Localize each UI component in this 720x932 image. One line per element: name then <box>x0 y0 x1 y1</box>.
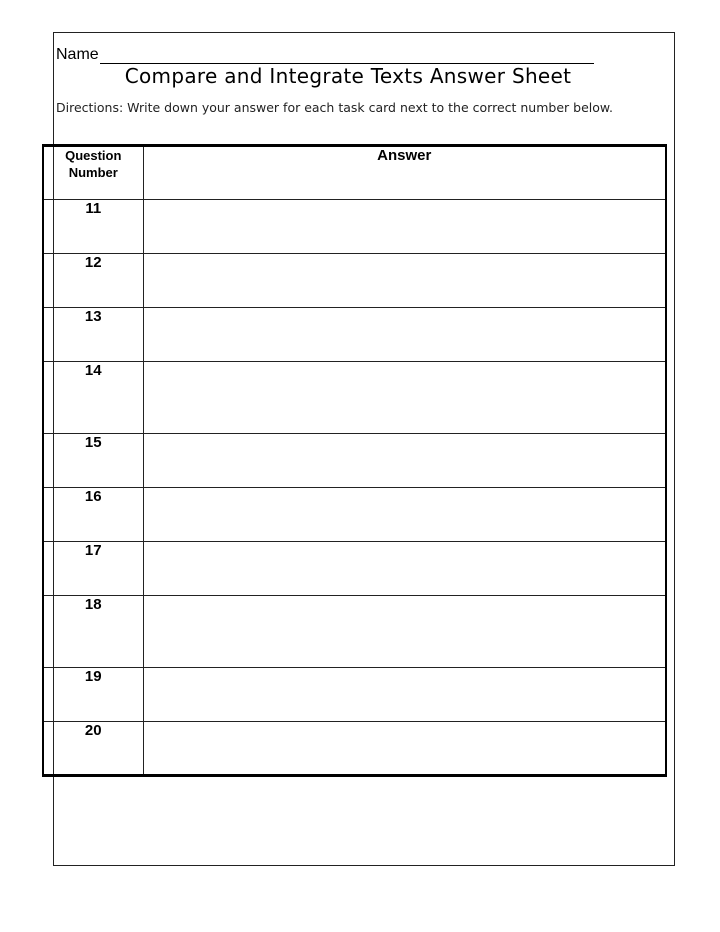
answer-table <box>42 144 667 777</box>
table-row <box>43 668 666 722</box>
question-number-header <box>43 146 143 200</box>
question-number: 13 <box>43 308 143 362</box>
question-number: 18 <box>43 596 143 668</box>
table-row <box>43 596 666 668</box>
table-row <box>43 722 666 776</box>
question-number-header-line1: Question <box>65 148 122 163</box>
table-header-row <box>43 146 666 200</box>
name-underline[interactable] <box>100 48 594 64</box>
table-row <box>43 488 666 542</box>
question-number: 20 <box>43 722 143 776</box>
question-number: 15 <box>43 434 143 488</box>
answer-cell[interactable] <box>143 542 666 596</box>
question-number: 16 <box>43 488 143 542</box>
question-number: 14 <box>43 362 143 434</box>
answer-cell[interactable] <box>143 308 666 362</box>
name-field[interactable] <box>56 46 594 64</box>
answer-cell[interactable] <box>143 434 666 488</box>
table-row <box>43 308 666 362</box>
table-row <box>43 362 666 434</box>
directions-text: Directions: Write down your answer for each task card next to the correct number below. <box>56 100 613 115</box>
answer-header: Answer <box>143 146 666 200</box>
table-row <box>43 434 666 488</box>
answer-cell[interactable] <box>143 362 666 434</box>
table-row <box>43 254 666 308</box>
answer-cell[interactable] <box>143 200 666 254</box>
answer-cell[interactable] <box>143 488 666 542</box>
question-number-header-line2: Number <box>68 165 118 180</box>
answer-cell[interactable] <box>143 254 666 308</box>
table-row <box>43 542 666 596</box>
question-number: 19 <box>43 668 143 722</box>
answer-cell[interactable] <box>143 668 666 722</box>
answer-cell[interactable] <box>143 722 666 776</box>
table-row <box>43 200 666 254</box>
answer-cell[interactable] <box>143 596 666 668</box>
page-title: Compare and Integrate Texts Answer Sheet <box>124 64 572 88</box>
question-number: 12 <box>43 254 143 308</box>
name-label: Name <box>56 46 99 63</box>
question-number: 11 <box>43 200 143 254</box>
question-number: 17 <box>43 542 143 596</box>
